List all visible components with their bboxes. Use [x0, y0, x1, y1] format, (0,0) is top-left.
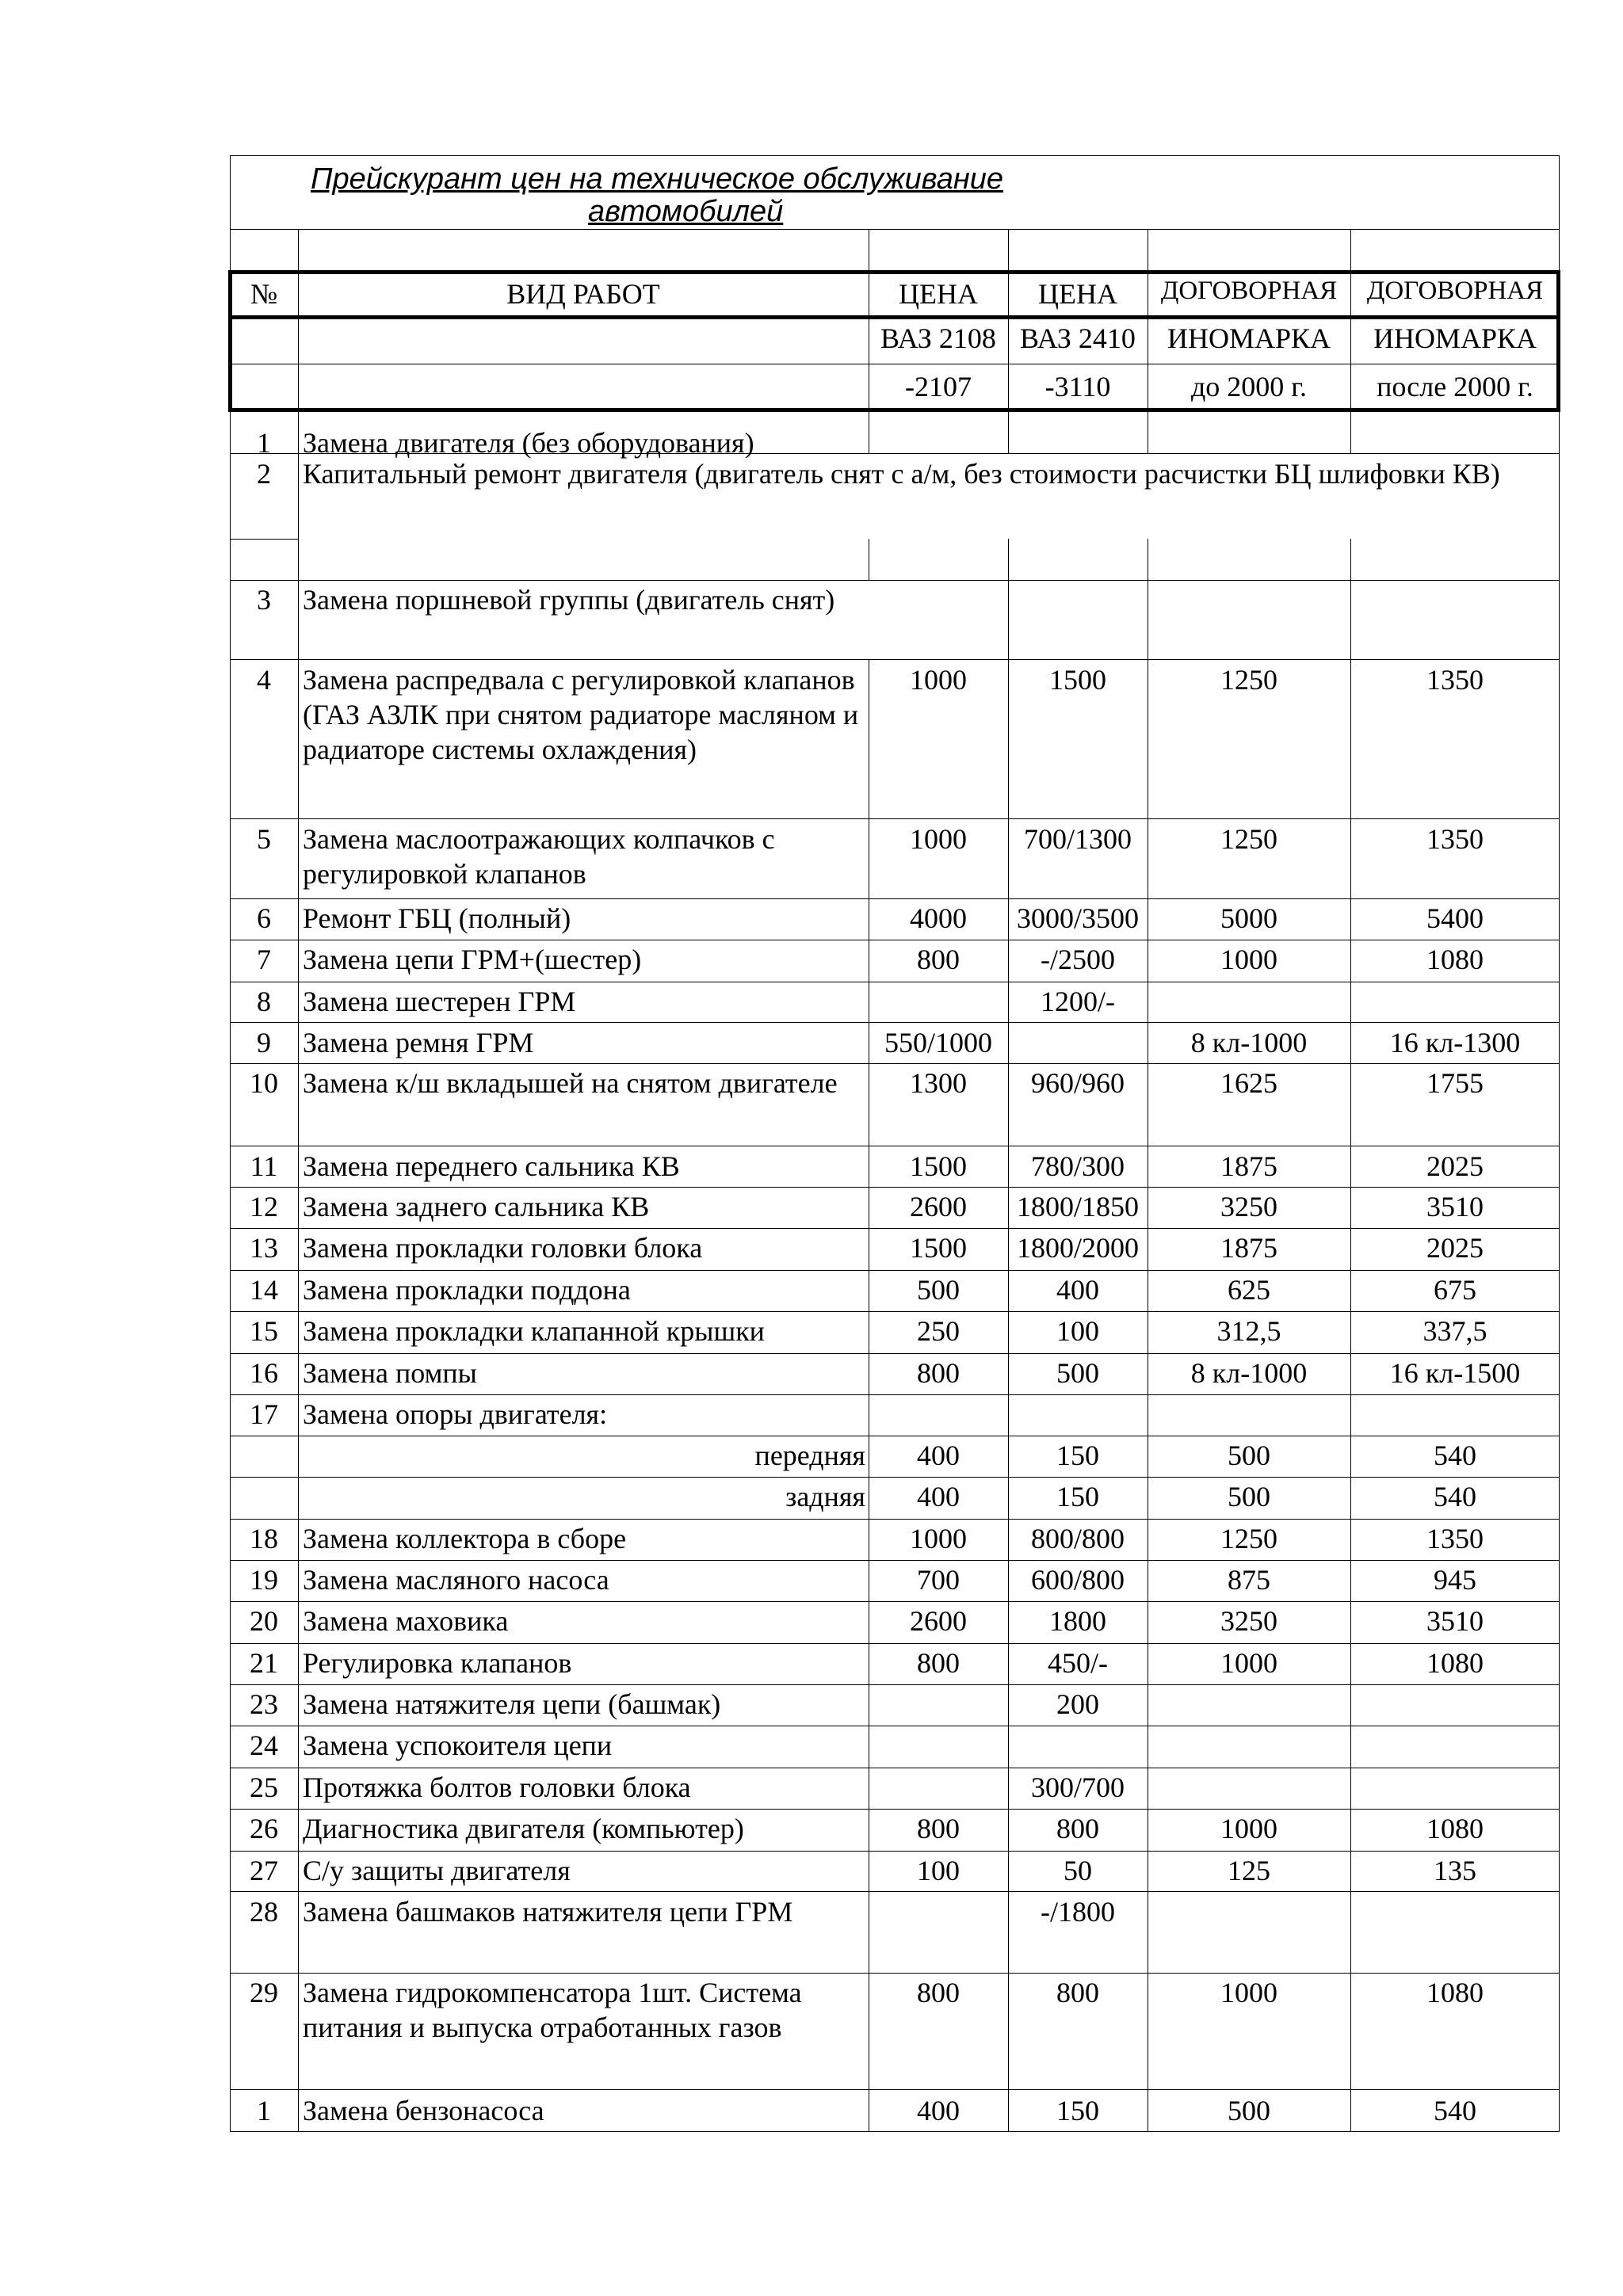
row-price-vaz2108: 1000	[910, 664, 967, 696]
row-price-foreign-pre2000: 875	[1228, 1564, 1270, 1596]
row-price-vaz2108: 400	[917, 1481, 960, 1512]
row-line-30	[230, 2089, 1560, 2090]
row-price-foreign-post2000: 1080	[1426, 1647, 1484, 1679]
row-price-vaz2410: 1800/1850	[1016, 1191, 1139, 1222]
header-col2-line2: ВАЗ 2410	[1020, 322, 1136, 354]
header-col3-line2: ИНОМАРКА	[1167, 322, 1331, 354]
row-number: 15	[250, 1315, 278, 1347]
header-divider-2	[1008, 270, 1009, 412]
row-work-type: Замена гидрокомпенсатора 1шт. Система питания и выпуска отработанных газов	[303, 1977, 802, 2043]
row-work-type: Замена масляного насоса	[303, 1564, 609, 1596]
header-sep-1	[230, 315, 1560, 319]
row-number: 1	[257, 427, 271, 459]
row-price-vaz2410: 100	[1056, 1315, 1099, 1347]
header-col3-line3: до 2000 г.	[1190, 371, 1308, 402]
row-price-foreign-post2000: 1080	[1426, 1977, 1484, 2008]
row-line-2	[230, 580, 1560, 581]
row-line-15	[230, 1353, 1560, 1354]
row-price-foreign-post2000: 135	[1434, 1855, 1476, 1886]
header-col2-line3: -3110	[1044, 371, 1111, 402]
row-price-vaz2108: 2600	[910, 1191, 967, 1222]
row-price-vaz2410: 800	[1056, 1813, 1099, 1844]
row-work-type: Замена распредвала с регулировкой клапанов (ГАЗ АЗЛК при снятом радиаторе масляном и радиаторе системы охлаждения)	[303, 664, 859, 765]
row-price-foreign-post2000: 540	[1434, 1481, 1476, 1512]
row-price-foreign-post2000: 675	[1434, 1274, 1476, 1306]
row-price-foreign-pre2000: 8 кл-1000	[1190, 1357, 1308, 1389]
row-work-type: Замена бензонасоса	[303, 2095, 544, 2126]
row-number: 8	[257, 986, 271, 1017]
row-line-13	[230, 1270, 1560, 1271]
row-price-foreign-post2000: 540	[1434, 1440, 1476, 1471]
row-work-type: Замена к/ш вкладышей на снятом двигателе	[303, 1067, 838, 1099]
row-price-foreign-pre2000: 125	[1228, 1855, 1270, 1886]
row-work-type: Замена шестерен ГРМ	[303, 986, 576, 1017]
row-price-foreign-pre2000: 1250	[1220, 1523, 1277, 1554]
row-work-type: Замена цепи ГРМ+(шестер)	[303, 944, 642, 975]
row-price-foreign-post2000: 2025	[1426, 1232, 1484, 1264]
row-price-foreign-pre2000: 1000	[1220, 944, 1277, 975]
row-work-type: Замена двигателя (без оборудования)	[303, 427, 754, 459]
row-line-29	[230, 1973, 1560, 1974]
spacer-divider-0	[298, 229, 299, 271]
row-price-vaz2108: 800	[917, 1357, 960, 1389]
body-divider-1-1	[1008, 539, 1009, 580]
header-border-left	[228, 270, 232, 412]
row-price-vaz2108: 800	[917, 944, 960, 975]
row-price-vaz2108: 800	[917, 1977, 960, 2008]
row-number: 4	[257, 664, 271, 696]
row-price-foreign-pre2000: 625	[1228, 1274, 1270, 1306]
row-price-foreign-pre2000: 1625	[1220, 1067, 1277, 1099]
row-number: 14	[250, 1274, 278, 1306]
row-price-vaz2410: -/2500	[1041, 944, 1115, 975]
header-col4-line1: ДОГОВОРНАЯ	[1366, 277, 1544, 305]
row-price-foreign-post2000: 945	[1434, 1564, 1476, 1596]
row-price-vaz2410: 1800	[1049, 1605, 1106, 1637]
row-work-type: Замена успокоителя цепи	[303, 1730, 613, 1761]
header-divider-4	[1350, 270, 1351, 412]
row-price-vaz2108: 100	[917, 1855, 960, 1886]
row-price-vaz2410: 700/1300	[1023, 823, 1132, 855]
row-number: 23	[250, 1688, 278, 1720]
row-work-type: Замена натяжителя цепи (башмак)	[303, 1688, 721, 1720]
row-line-19	[230, 1519, 1560, 1520]
row-price-vaz2410: 3000/3500	[1016, 902, 1139, 934]
row-price-foreign-post2000: 16 кл-1300	[1389, 1027, 1521, 1058]
row-work-type: Замена поршневой группы (двигатель снят)	[303, 584, 835, 616]
row-number: 11	[250, 1150, 278, 1182]
row-work-type: Замена переднего сальника КВ	[303, 1150, 680, 1182]
spacer-divider-2	[1008, 229, 1009, 271]
row-line-21	[230, 1601, 1560, 1602]
row-work-type: Замена прокладки поддона	[303, 1274, 631, 1306]
row-price-foreign-post2000: 1350	[1426, 1523, 1484, 1554]
row-price-foreign-pre2000: 3250	[1220, 1605, 1277, 1637]
row-line-20	[230, 1560, 1560, 1561]
header-col2-line1: ЦЕНА	[1038, 278, 1117, 310]
body-divider-2-3	[1350, 580, 1351, 659]
row-number: 18	[250, 1523, 278, 1554]
header-border-top	[228, 270, 1560, 274]
row-line-sub-2	[230, 539, 298, 540]
row-line-23	[230, 1684, 1560, 1685]
row-work-type: Замена коллектора в сборе	[303, 1523, 627, 1554]
spacer-divider-4	[1350, 229, 1351, 271]
row-price-vaz2108: 400	[917, 1440, 960, 1471]
body-divider-3-3	[1350, 659, 1351, 2131]
row-work-type: Замена заднего сальника КВ	[303, 1191, 650, 1222]
row-price-vaz2410: 300/700	[1030, 1772, 1125, 1803]
row-number: 27	[250, 1855, 278, 1886]
header-border-bottom	[228, 408, 1560, 412]
row-number: 1	[257, 2095, 271, 2126]
row-price-vaz2410: 1200/-	[1041, 986, 1115, 1017]
row-line-11	[230, 1187, 1560, 1188]
row-price-foreign-pre2000: 500	[1228, 2095, 1270, 2126]
row-number: 19	[250, 1564, 278, 1596]
row-number: 7	[257, 944, 271, 975]
row-price-vaz2108: 1500	[910, 1150, 967, 1182]
row-work-type: Замена маслоотражающих колпачков с регулировкой клапанов	[303, 823, 775, 890]
row-line-4	[230, 818, 1560, 819]
row-price-vaz2108: 2600	[910, 1605, 967, 1637]
row-price-vaz2410: 960/960	[1030, 1067, 1125, 1099]
row-number: 24	[250, 1730, 278, 1761]
row-price-vaz2410: 600/800	[1030, 1564, 1125, 1596]
row-line-5	[230, 898, 1560, 899]
row-number: 3	[257, 584, 271, 616]
row-line-27	[230, 1851, 1560, 1852]
row-work-type: Капитальный ремонт двигателя (двигатель снят с а/м, без стоимости расчистки БЦ шлифовки КВ)	[303, 458, 1500, 490]
row-number: 21	[250, 1647, 278, 1679]
row-price-vaz2108: 250	[917, 1315, 960, 1347]
header-border-right	[1556, 270, 1560, 412]
header-col4-line2: ИНОМАРКА	[1373, 322, 1537, 354]
row-price-foreign-post2000: 1755	[1426, 1067, 1484, 1099]
row-price-vaz2108: 400	[917, 2095, 960, 2126]
row-price-vaz2108: 1300	[910, 1067, 967, 1099]
row-work-type: Диагностика двигателя (компьютер)	[303, 1813, 744, 1844]
row-price-foreign-post2000: 1080	[1426, 1813, 1484, 1844]
row-price-vaz2410: 150	[1056, 1481, 1099, 1512]
row-price-foreign-pre2000: 1250	[1220, 823, 1277, 855]
title-separator	[230, 229, 1560, 230]
row-number: 6	[257, 902, 271, 934]
row-number: 5	[257, 823, 271, 855]
row-line-16	[230, 1394, 1560, 1395]
body-divider-0-1	[1008, 412, 1009, 453]
row-number: 10	[250, 1067, 278, 1099]
row-price-vaz2410: 1500	[1049, 664, 1106, 696]
row-price-vaz2410: 780/300	[1030, 1150, 1125, 1182]
row-line-14	[230, 1311, 1560, 1312]
row-price-foreign-pre2000: 1250	[1220, 664, 1277, 696]
header-col3-line1: ДОГОВОРНАЯ	[1160, 277, 1338, 305]
row-number: 29	[250, 1977, 278, 2008]
row-price-vaz2410: 800/800	[1030, 1523, 1125, 1554]
row-price-vaz2410: 50	[1064, 1855, 1092, 1886]
row-price-foreign-post2000: 16 кл-1500	[1389, 1357, 1521, 1389]
row-number: 16	[250, 1357, 278, 1389]
row-price-foreign-pre2000: 1875	[1220, 1150, 1277, 1182]
row-price-vaz2108: 1000	[910, 823, 967, 855]
row-price-foreign-post2000: 1350	[1426, 664, 1484, 696]
row-price-foreign-post2000: 3510	[1426, 1605, 1484, 1637]
row-price-vaz2108: 500	[917, 1274, 960, 1306]
row-line-3	[230, 659, 1560, 660]
row-work-type: Замена помпы	[303, 1357, 477, 1389]
row-price-foreign-post2000: 540	[1434, 2095, 1476, 2126]
row-price-vaz2108: 1500	[910, 1232, 967, 1264]
row-number: 26	[250, 1813, 278, 1844]
row-work-type: Регулировка клапанов	[303, 1647, 572, 1679]
row-number: 9	[257, 1027, 271, 1058]
row-price-foreign-pre2000: 500	[1228, 1481, 1270, 1512]
row-line-12	[230, 1228, 1560, 1229]
body-divider-no	[298, 412, 299, 2131]
row-work-type: С/у защиты двигателя	[303, 1855, 571, 1886]
row-price-foreign-pre2000: 1000	[1220, 1813, 1277, 1844]
header-col1-line1: ЦЕНА	[899, 278, 978, 310]
header-work-type: ВИД РАБОТ	[506, 278, 660, 310]
row-price-vaz2410: -/1800	[1041, 1896, 1115, 1928]
row-work-type: Протяжка болтов головки блока	[303, 1772, 691, 1803]
row-price-foreign-pre2000: 8 кл-1000	[1190, 1027, 1308, 1058]
row-price-foreign-pre2000: 3250	[1220, 1191, 1277, 1222]
frame-top	[230, 155, 1560, 156]
row-work-type: Замена маховика	[303, 1605, 509, 1637]
row-price-vaz2410: 1800/2000	[1016, 1232, 1139, 1264]
row-number: 20	[250, 1605, 278, 1637]
row-price-foreign-post2000: 2025	[1426, 1150, 1484, 1182]
header-col1-line2: ВАЗ 2108	[880, 322, 996, 354]
row-number: 2	[257, 458, 271, 490]
row-price-vaz2410: 150	[1056, 2095, 1099, 2126]
body-divider-1-3	[1350, 539, 1351, 580]
row-price-foreign-pre2000: 500	[1228, 1440, 1270, 1471]
row-work-type: передняя	[754, 1440, 865, 1471]
body-divider-0-3	[1350, 412, 1351, 453]
title-line-2: автомобилей	[588, 195, 784, 228]
row-price-vaz2410: 200	[1056, 1688, 1099, 1720]
header-col1-line3: -2107	[905, 371, 972, 402]
header-number: №	[250, 278, 278, 310]
row-price-foreign-pre2000: 312,5	[1216, 1315, 1281, 1347]
row-number: 13	[250, 1232, 278, 1264]
row-line-22	[230, 1643, 1560, 1644]
row-number: 12	[250, 1191, 278, 1222]
row-price-foreign-post2000: 337,5	[1423, 1315, 1487, 1347]
row-number: 17	[250, 1398, 278, 1430]
header-col4-line3: после 2000 г.	[1377, 371, 1533, 402]
row-price-vaz2108: 550/1000	[884, 1027, 992, 1058]
row-price-foreign-post2000: 5400	[1426, 902, 1484, 934]
row-price-vaz2108: 4000	[910, 902, 967, 934]
row-line-26	[230, 1809, 1560, 1810]
row-price-vaz2410: 500	[1056, 1357, 1099, 1389]
row-line-8	[230, 1022, 1560, 1023]
row-price-vaz2410: 450/-	[1048, 1647, 1108, 1679]
row-price-vaz2410: 150	[1056, 1440, 1099, 1471]
row-price-vaz2108: 1000	[910, 1523, 967, 1554]
title-line-1: Прейскурант цен на техническое обслуживание	[311, 162, 1004, 196]
frame-bottom	[230, 2131, 1560, 2132]
row-price-vaz2410: 800	[1056, 1977, 1099, 2008]
row-number: 25	[250, 1772, 278, 1803]
row-price-vaz2108: 800	[917, 1647, 960, 1679]
row-line-9	[230, 1063, 1560, 1064]
row-work-type: Ремонт ГБЦ (полный)	[303, 902, 571, 934]
row-line-28	[230, 1891, 1560, 1892]
row-line-18	[230, 1477, 1560, 1478]
row-price-foreign-pre2000: 1000	[1220, 1977, 1277, 2008]
row-work-type: задняя	[785, 1481, 865, 1512]
row-price-foreign-post2000: 1080	[1426, 944, 1484, 975]
row-price-foreign-pre2000: 1875	[1220, 1232, 1277, 1264]
row-price-vaz2108: 700	[917, 1564, 960, 1596]
row-price-foreign-pre2000: 1000	[1220, 1647, 1277, 1679]
header-divider-0	[298, 270, 299, 412]
row-price-foreign-post2000: 1350	[1426, 823, 1484, 855]
row-work-type: Замена башмаков натяжителя цепи ГРМ	[303, 1896, 793, 1928]
row-work-type: Замена опоры двигателя:	[303, 1398, 608, 1430]
row-price-vaz2108: 800	[917, 1813, 960, 1844]
row-price-vaz2410: 400	[1056, 1274, 1099, 1306]
row-work-type: Замена прокладки клапанной крышки	[303, 1315, 765, 1347]
row-work-type: Замена прокладки головки блока	[303, 1232, 703, 1264]
row-work-type: Замена ремня ГРМ	[303, 1027, 534, 1058]
row-price-foreign-pre2000: 5000	[1220, 902, 1277, 934]
row-number: 28	[250, 1896, 278, 1928]
row-price-foreign-post2000: 3510	[1426, 1191, 1484, 1222]
